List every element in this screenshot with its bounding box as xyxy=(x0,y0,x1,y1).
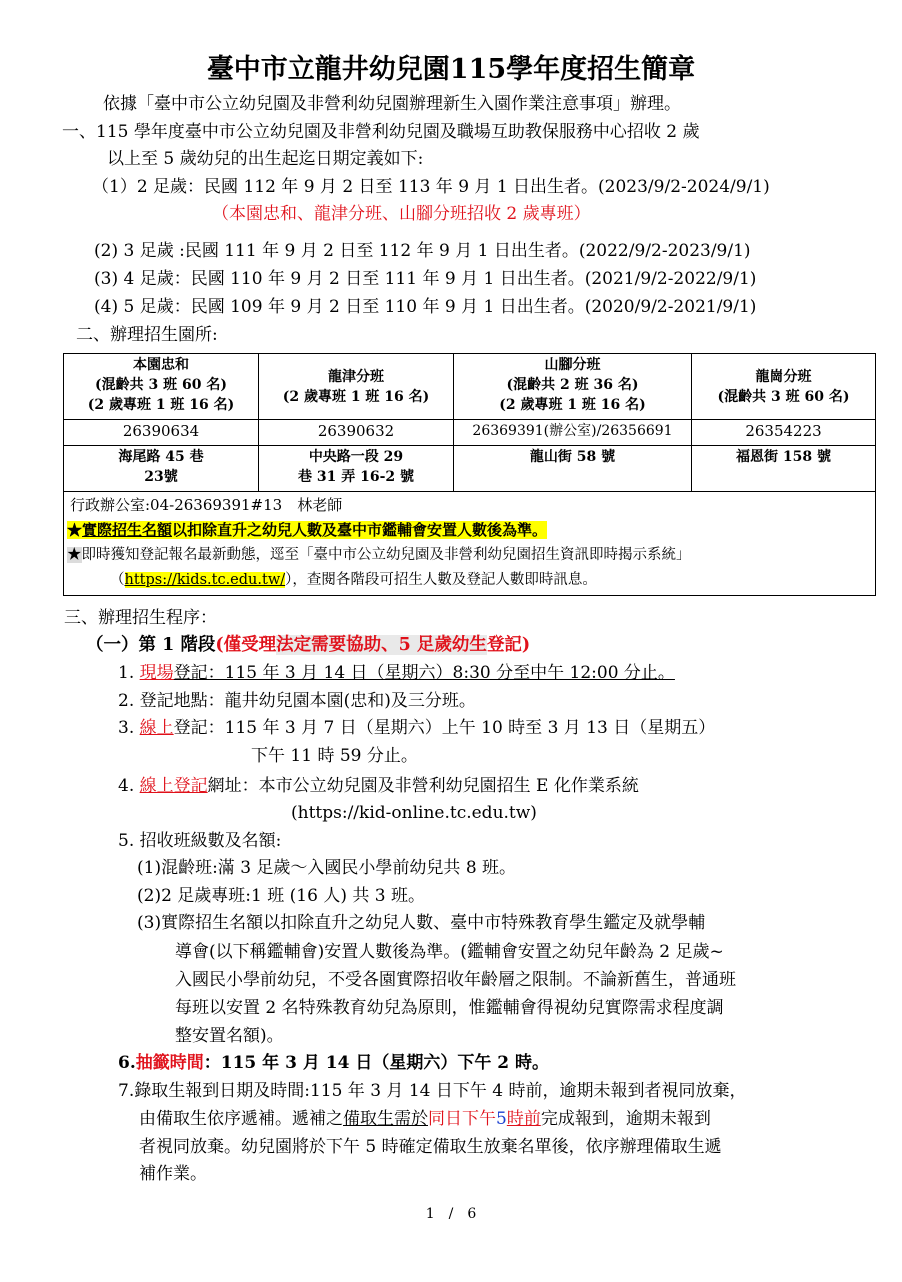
site-quota: (2 歲專班 1 班 16 名) xyxy=(499,397,646,413)
item-5-3-line5: 整安置名額)。 xyxy=(175,1026,284,1046)
item-7-line3: 者視同放棄。幼兒園將於下午 5 時確定備取生放棄名單後，依序辦理備取生遞 xyxy=(139,1137,722,1157)
paren: （ xyxy=(110,572,125,588)
item-6 xyxy=(118,1051,549,1075)
item-3-cont: 下午 11 時 59 分止。 xyxy=(251,746,418,766)
table-row-notes xyxy=(64,492,876,596)
age-2-note: （本園忠和、龍津分班、山腳分班招收 2 歲專班） xyxy=(212,204,591,224)
quota-notice xyxy=(67,518,873,543)
item-5-2: (2)2 足歲專班:1 班 (16 人) 共 3 班。 xyxy=(137,886,425,906)
sec1-line2: 以上至 5 歲幼兒的出生起迄日期定義如下: xyxy=(107,149,424,169)
item-text: 網址：本市公立幼兒園及非營利幼兒園招生 E 化作業系統 xyxy=(207,776,639,796)
stage-text-end: 登記) xyxy=(486,635,531,655)
stage-eligibility: 法定需要協助、5 足歲幼生 xyxy=(276,635,487,655)
item-deadline: 同日下午 xyxy=(428,1109,496,1129)
kids-link[interactable]: https://kids.tc.edu.tw/ xyxy=(124,572,286,588)
item-5: 5. 招收班級數及名額: xyxy=(118,831,282,851)
item-5-1: (1)混齡班:滿 3 足歲～入國民小學前幼兒共 8 班。 xyxy=(137,858,517,878)
notice-text: 以扣除直升之幼兒人數及臺中市鑑輔會安置人數後為準。 xyxy=(172,521,548,539)
age-2-line: （1）2 足歲：民國 112 年 9 月 2 日至 113 年 9 月 1 日出生者。(2023/9/2-2024/9/1) xyxy=(92,177,770,197)
site-name: 本園忠和 xyxy=(133,357,189,373)
item-text: 登記：115 年 3 月 7 日（星期六）上午 10 時至 3 月 13 日（星期五） xyxy=(173,718,716,738)
site-phone: 26390634 xyxy=(64,420,259,446)
table-row-names xyxy=(64,354,876,420)
stage-paren: ( xyxy=(215,635,224,655)
sec3-title: 三、辦理招生程序： xyxy=(64,608,217,628)
item-text: 登記：115 年 3 月 14 日（星期六）8:30 分至中午 12:00 分止。 xyxy=(173,663,675,683)
info-notice xyxy=(67,543,873,568)
item-number: 4. xyxy=(118,776,135,796)
site-cell-shanjiao xyxy=(454,354,692,420)
item-text: 完成報到，逾期未報到 xyxy=(540,1109,711,1129)
address-line: 龍山街 58 號 xyxy=(529,449,616,465)
site-address xyxy=(64,446,259,492)
notice-underlined: 實際招生名額 xyxy=(82,521,173,539)
page-title: 臺中市立龍井幼兒園115學年度招生簡章 xyxy=(206,54,696,85)
site-quota: (混齡共 2 班 36 名) xyxy=(506,377,639,393)
item-number: 1. xyxy=(118,663,135,683)
address-line: 巷 31 弄 16-2 號 xyxy=(297,469,414,485)
site-cell-zhonghe xyxy=(64,354,259,420)
item-keyword: 現場 xyxy=(139,663,174,683)
site-quota: (混齡共 3 班 60 名) xyxy=(95,377,227,393)
info-text-2: ），查閱各階段可招生人數及登記人數即時訊息。 xyxy=(285,572,597,588)
item-deadline-end: 時前 xyxy=(506,1109,541,1129)
site-cell-longjin xyxy=(259,354,454,420)
age-3-line: (2) 3 足歲 :民國 111 年 9 月 2 日至 112 年 9 月 1 日出生者。(2022/9/2-2023/9/1) xyxy=(94,241,751,261)
item-1 xyxy=(118,661,675,685)
item-deadline-hour: 5 xyxy=(496,1109,507,1129)
office-contact: 行政辦公室:04-26369391#13 林老師 xyxy=(70,496,343,514)
site-cell-longgang xyxy=(692,354,876,420)
site-phone: 26369391(辦公室)/26356691 xyxy=(454,420,692,446)
address-line: 海尾路 45 巷 xyxy=(118,449,204,465)
site-quota: (2 歲專班 1 班 16 名) xyxy=(282,388,430,405)
address-line: 福恩街 158 號 xyxy=(736,449,831,465)
notes-cell xyxy=(64,492,876,596)
site-address xyxy=(454,446,692,492)
item-5-3-line4: 每班以安置 2 名特殊教育幼兒為原則，惟鑑輔會得視幼兒實際需求程度調 xyxy=(175,998,724,1018)
address-line: 23號 xyxy=(144,469,178,485)
age-5-line: (4) 5 足歲：民國 109 年 9 月 2 日至 110 年 9 月 1 日出生者。(2020/9/2-2021/9/1) xyxy=(94,297,757,317)
site-address xyxy=(259,446,454,492)
item-7-line1: 7.錄取生報到日期及時間:115 年 3 月 14 日下午 4 時前，逾期未報到者視同放棄， xyxy=(118,1081,747,1101)
item-keyword: 線上 xyxy=(139,718,174,738)
item-number: 6. xyxy=(118,1053,136,1073)
star-icon: ★ xyxy=(67,521,83,539)
site-name: 龍崗分班 xyxy=(755,368,812,385)
item-5-3-line3: 入國民小學前幼兒，不受各園實際招收年齡層之限制。不論新舊生，普通班 xyxy=(175,970,736,990)
site-phone: 26390632 xyxy=(259,420,454,446)
site-address xyxy=(692,446,876,492)
table-row-addresses xyxy=(64,446,876,492)
item-2: 2. 登記地點：龍井幼兒園本園(忠和)及三分班。 xyxy=(118,691,476,711)
item-keyword: 抽籤時間 xyxy=(135,1053,204,1073)
item-7-line2 xyxy=(139,1107,711,1131)
age-4-line: (3) 4 足歲：民國 110 年 9 月 2 日至 111 年 9 月 1 日出生者。(2021/9/2-2022/9/1) xyxy=(94,269,757,289)
site-phone: 26354223 xyxy=(692,420,876,446)
sec1-line1: 一、115 學年度臺中市公立幼兒園及非營利幼兒園及職場互助教保服務中心招收 2 歲 xyxy=(62,122,700,142)
site-quota: (混齡共 3 班 60 名) xyxy=(717,388,850,405)
item-7-line4: 補作業。 xyxy=(139,1164,207,1184)
page-number: 1 / 6 xyxy=(425,1206,477,1222)
site-name: 山腳分班 xyxy=(544,357,601,373)
table-row-phones xyxy=(64,420,876,446)
site-name: 龍津分班 xyxy=(328,368,384,385)
item-keyword: 線上登記 xyxy=(139,776,208,796)
sec2-title: 二、辦理招生園所: xyxy=(76,325,218,345)
item-number: 3. xyxy=(118,718,135,738)
item-5-3-line2: 導會(以下稱鑑輔會)安置人數後為準。(鑑輔會安置之幼兒年齡為 2 足歲~ xyxy=(175,942,724,962)
item-text-underlined: 備取生需於 xyxy=(343,1109,428,1129)
item-4-url[interactable]: (https://kid-online.tc.edu.tw) xyxy=(291,803,537,823)
item-3 xyxy=(118,716,715,740)
stage-label: （一）第 1 階段 xyxy=(86,635,216,655)
stage-1-heading xyxy=(86,633,530,657)
star-icon: ★ xyxy=(67,547,82,563)
intro-text: 依據「臺中市公立幼兒園及非營利幼兒園辦理新生入園作業注意事項」辦理。 xyxy=(103,94,681,114)
item-4 xyxy=(118,774,639,798)
site-quota: (2 歲專班 1 班 16 名) xyxy=(87,397,235,413)
item-text: 由備取生依序遞補。遞補之 xyxy=(139,1109,343,1129)
info-notice-2 xyxy=(70,568,873,593)
sites-table xyxy=(63,353,876,596)
item-text: ：115 年 3 月 14 日（星期六）下午 2 時。 xyxy=(203,1053,549,1073)
item-5-3-line1: (3)實際招生名額以扣除直升之幼兒人數、臺中市特殊教育學生鑑定及就學輔 xyxy=(137,913,706,933)
stage-text: 僅受理 xyxy=(223,635,277,655)
info-text: 即時獲知登記報名最新動態，逕至「臺中市公立幼兒園及非營利幼兒園招生資訊即時揭示系統」 xyxy=(81,547,691,563)
address-line: 中央路一段 29 xyxy=(308,449,404,465)
